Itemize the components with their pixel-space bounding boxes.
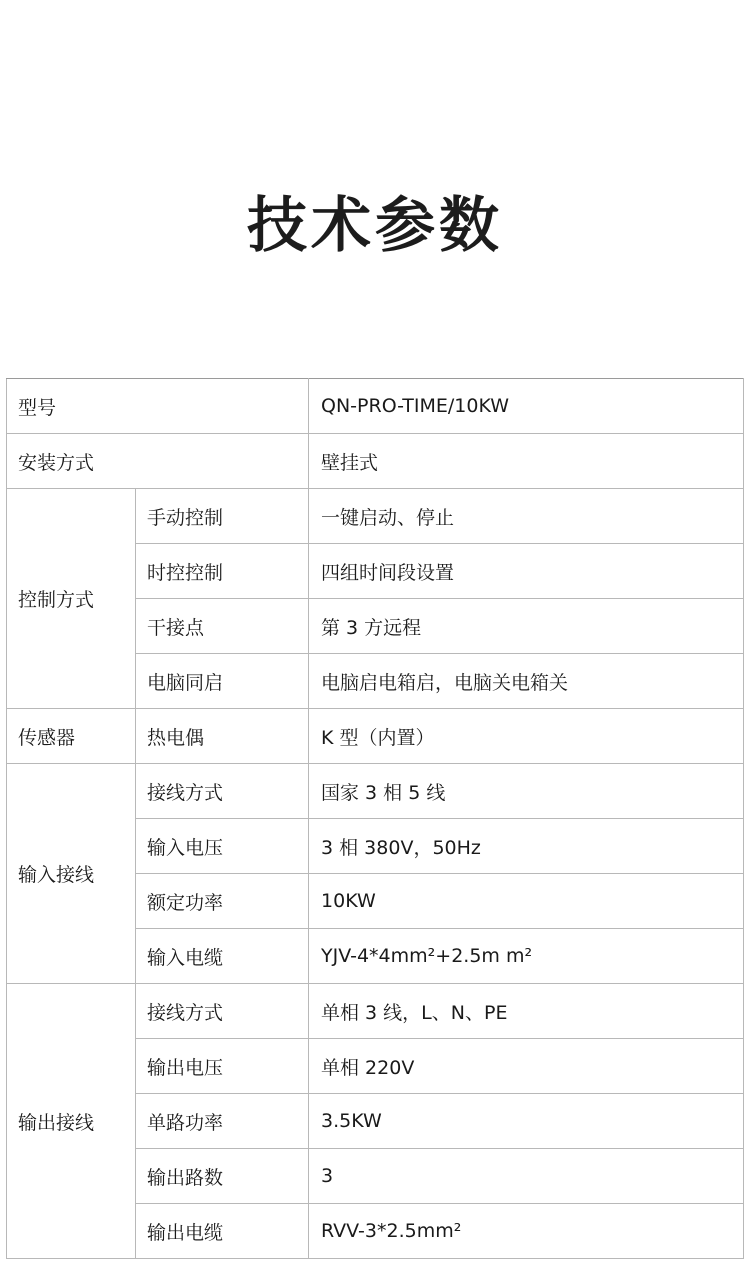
row-value-install: 壁挂式 <box>309 434 744 489</box>
group-label-input: 输入接线 <box>7 764 136 984</box>
sub-value: YJV-4*4mm²+2.5m m² <box>309 929 744 984</box>
sub-value: 3 <box>309 1149 744 1204</box>
sub-label: 热电偶 <box>136 709 309 764</box>
sub-label: 时控控制 <box>136 544 309 599</box>
row-label-install: 安装方式 <box>7 434 309 489</box>
sub-label: 额定功率 <box>136 874 309 929</box>
group-label-sensor: 传感器 <box>7 709 136 764</box>
sub-value: 四组时间段设置 <box>309 544 744 599</box>
sub-value: K 型（内置） <box>309 709 744 764</box>
page-title: 技术参数 <box>247 191 503 261</box>
table-row <box>7 984 744 1039</box>
table-row <box>7 709 744 764</box>
group-label-control: 控制方式 <box>7 489 136 709</box>
row-value-model: QN-PRO-TIME/10KW <box>309 379 744 434</box>
sub-label: 输入电缆 <box>136 929 309 984</box>
sub-value: 电脑启电箱启，电脑关电箱关 <box>309 654 744 709</box>
sub-value: 3.5KW <box>309 1094 744 1149</box>
table-row <box>7 764 744 819</box>
sub-label: 接线方式 <box>136 764 309 819</box>
table-row <box>7 489 744 544</box>
sub-label: 电脑同启 <box>136 654 309 709</box>
sub-label: 输出路数 <box>136 1149 309 1204</box>
table-row <box>7 379 744 434</box>
sub-label: 干接点 <box>136 599 309 654</box>
sub-label: 接线方式 <box>136 984 309 1039</box>
sub-value: RVV-3*2.5mm² <box>309 1204 744 1259</box>
sub-label: 手动控制 <box>136 489 309 544</box>
sub-label: 单路功率 <box>136 1094 309 1149</box>
sub-value: 单相 220V <box>309 1039 744 1094</box>
group-label-output: 输出接线 <box>7 984 136 1259</box>
sub-label: 输入电压 <box>136 819 309 874</box>
table-row <box>7 434 744 489</box>
sub-value: 国家 3 相 5 线 <box>309 764 744 819</box>
sub-value: 单相 3 线，L、N、PE <box>309 984 744 1039</box>
sub-value: 3 相 380V，50Hz <box>309 819 744 874</box>
sub-value: 第 3 方远程 <box>309 599 744 654</box>
row-label-model: 型号 <box>7 379 309 434</box>
sub-label: 输出电缆 <box>136 1204 309 1259</box>
sub-value: 10KW <box>309 874 744 929</box>
spec-table <box>6 378 744 1259</box>
sub-label: 输出电压 <box>136 1039 309 1094</box>
sub-value: 一键启动、停止 <box>309 489 744 544</box>
